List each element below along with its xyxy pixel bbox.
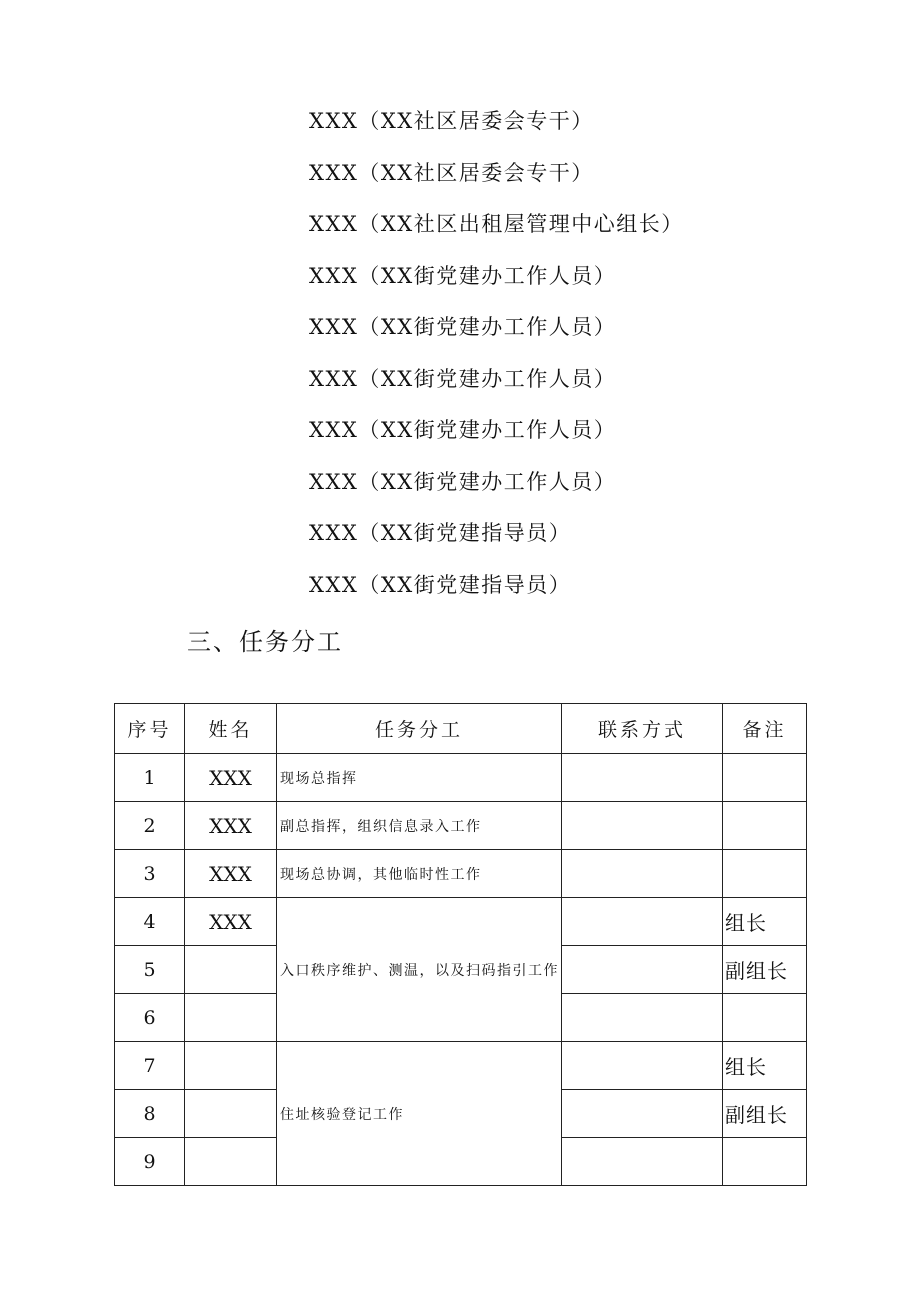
name-cell <box>185 1090 277 1138</box>
member-line: XXX（XX街党建指导员） <box>309 572 572 597</box>
seq-cell: 1 <box>115 754 185 802</box>
task-table <box>114 703 807 1186</box>
header-task: 任务分工 <box>277 704 562 754</box>
table-row <box>115 754 807 802</box>
name-cell: XXX <box>185 850 277 898</box>
contact-cell <box>562 898 723 946</box>
name-cell <box>185 1042 277 1090</box>
note-cell <box>723 1138 807 1186</box>
seq-cell: 3 <box>115 850 185 898</box>
section-heading: 三、任务分工 <box>187 628 343 656</box>
header-name: 姓名 <box>185 704 277 754</box>
table-row <box>115 1042 807 1090</box>
member-line: XXX（XX社区出租屋管理中心组长） <box>309 212 684 236</box>
member-line: XXX（XX社区居委会专干） <box>309 109 594 133</box>
seq-cell: 5 <box>115 946 185 994</box>
contact-cell <box>562 1138 723 1186</box>
name-cell <box>185 994 277 1042</box>
task-cell: 住址核验登记工作 <box>277 1042 562 1186</box>
contact-cell <box>562 1090 723 1138</box>
note-cell: 副组长 <box>723 946 807 994</box>
member-line: XXX（XX街党建指导员） <box>309 521 572 545</box>
name-cell <box>185 1138 277 1186</box>
member-line: XXX（XX街党建办工作人员） <box>309 315 617 339</box>
member-line: XXX（XX街党建办工作人员） <box>309 418 617 442</box>
seq-cell: 9 <box>115 1138 185 1186</box>
member-list <box>309 96 684 611</box>
seq-cell: 4 <box>115 898 185 946</box>
note-cell <box>723 802 807 850</box>
seq-cell: 2 <box>115 802 185 850</box>
task-cell: 入口秩序维护、测温，以及扫码指引工作 <box>277 898 562 1042</box>
note-cell: 组长 <box>723 1042 807 1090</box>
name-cell: XXX <box>185 754 277 802</box>
member-line: XXX（XX社区居委会专干） <box>309 160 594 185</box>
name-cell <box>185 946 277 994</box>
table-header-row <box>115 704 807 754</box>
note-cell: 组长 <box>723 898 807 946</box>
note-cell <box>723 850 807 898</box>
task-cell: 现场总指挥 <box>277 754 562 802</box>
note-cell <box>723 994 807 1042</box>
task-cell: 现场总协调，其他临时性工作 <box>277 850 562 898</box>
seq-cell: 6 <box>115 994 185 1042</box>
table-row <box>115 850 807 898</box>
header-note: 备注 <box>723 704 807 754</box>
note-cell <box>723 754 807 802</box>
member-line: XXX（XX街党建办工作人员） <box>309 366 617 391</box>
seq-cell: 8 <box>115 1090 185 1138</box>
name-cell: XXX <box>185 898 277 946</box>
contact-cell <box>562 946 723 994</box>
contact-cell <box>562 994 723 1042</box>
name-cell: XXX <box>185 802 277 850</box>
contact-cell <box>562 802 723 850</box>
task-cell: 副总指挥，组织信息录入工作 <box>277 802 562 850</box>
contact-cell <box>562 850 723 898</box>
header-contact: 联系方式 <box>562 704 723 754</box>
contact-cell <box>562 1042 723 1090</box>
header-seq: 序号 <box>115 704 185 754</box>
table-row <box>115 898 807 946</box>
member-line: XXX（XX街党建办工作人员） <box>309 263 617 288</box>
member-line: XXX（XX街党建办工作人员） <box>309 469 617 494</box>
note-cell: 副组长 <box>723 1090 807 1138</box>
contact-cell <box>562 754 723 802</box>
table-row <box>115 802 807 850</box>
seq-cell: 7 <box>115 1042 185 1090</box>
